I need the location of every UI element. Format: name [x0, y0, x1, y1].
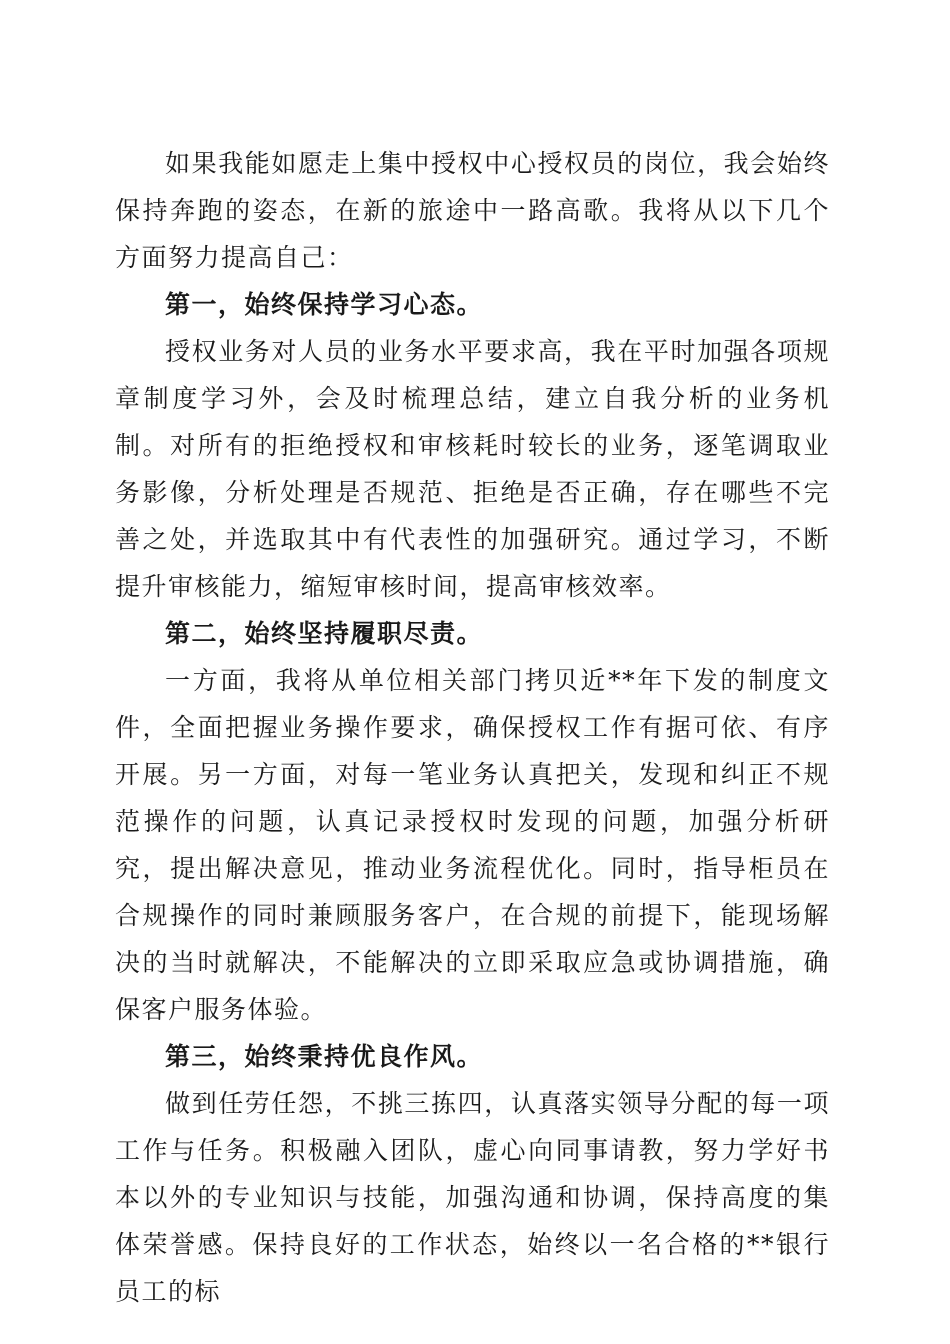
paragraph-section-1: 授权业务对人员的业务水平要求高，我在平时加强各项规章制度学习外，会及时梳理总结，建立自我分析的业务机制。对所有的拒绝授权和审核耗时较长的业务，逐笔调取业务影像，分析处理是否规范、拒绝是否正确，存在哪些不完善之处，并选取其中有代表性的加强研究。通过学习，不断提升审核能力，缩短审核时间，提高审核效率。: [115, 337, 830, 601]
section-heading-2: 第二，始终坚持履职尽责。: [165, 619, 484, 648]
document-body: [115, 140, 830, 1315]
paragraph-intro: 如果我能如愿走上集中授权中心授权员的岗位，我会始终保持奔跑的姿态，在新的旅途中一路高歌。我将从以下几个方面努力提高自己：: [115, 149, 830, 272]
section-heading-3: 第三，始终秉持优良作风。: [165, 1042, 484, 1071]
paragraph-section-2: 一方面，我将从单位相关部门拷贝近**年下发的制度文件，全面把握业务操作要求，确保授权工作有据可依、有序开展。另一方面，对每一笔业务认真把关，发现和纠正不规范操作的问题，认真记录授权时发现的问题，加强分析研究，提出解决意见，推动业务流程优化。同时，指导柜员在合规操作的同时兼顾服务客户，在合规的前提下，能现场解决的当时就解决，不能解决的立即采取应急或协调措施，确保客户服务体验。: [115, 666, 830, 1024]
paragraph-section-3: 做到任劳任怨，不挑三拣四，认真落实领导分配的每一项工作与任务。积极融入团队，虚心向同事请教，努力学好书本以外的专业知识与技能，加强沟通和协调，保持高度的集体荣誉感。保持良好的工作状态，始终以一名合格的**银行员工的标: [115, 1089, 830, 1306]
section-heading-1: 第一，始终保持学习心态。: [165, 290, 484, 319]
